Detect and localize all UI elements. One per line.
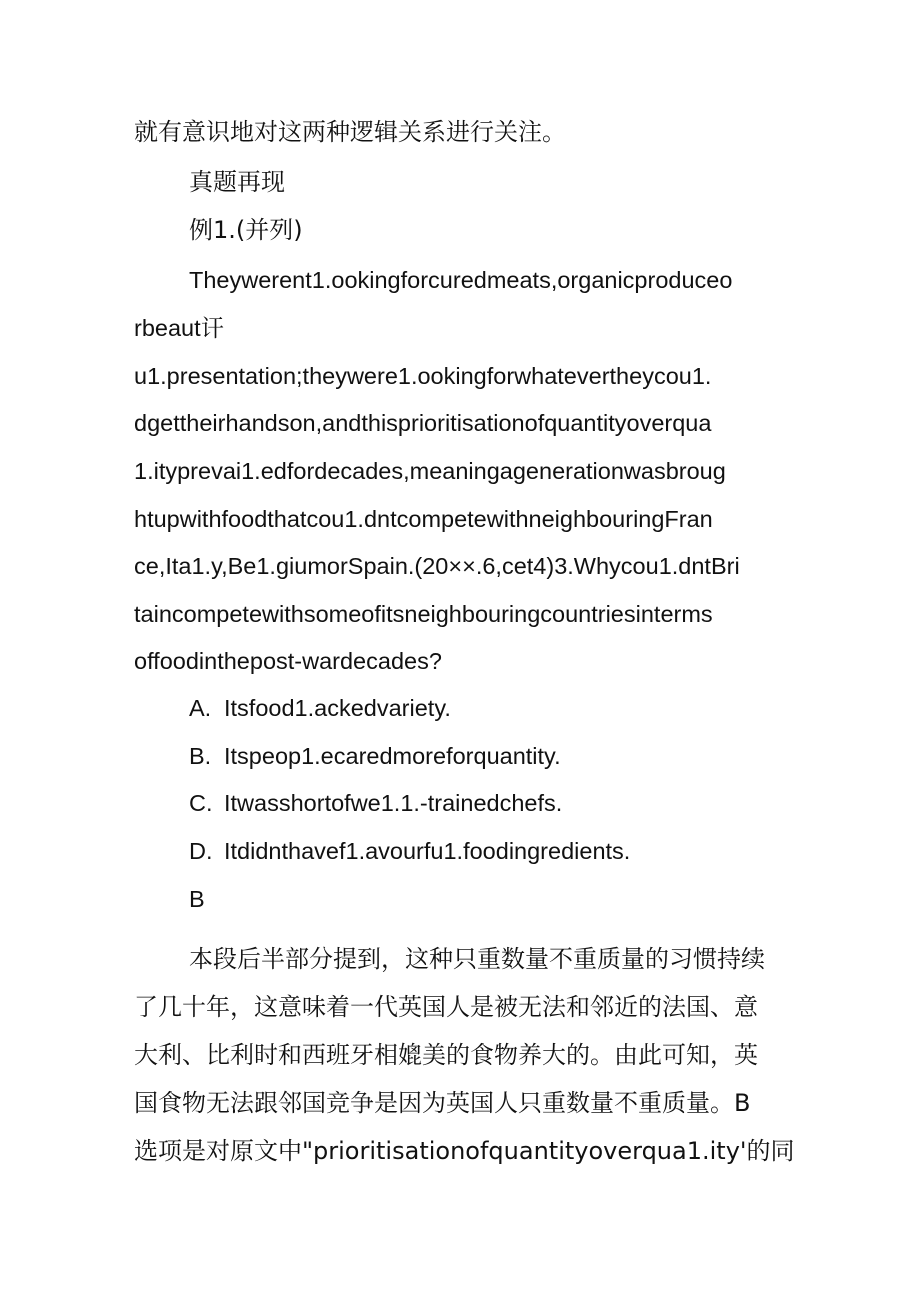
explanation-line: 本段后半部分提到，这种只重数量不重质量的习惯持续 xyxy=(189,945,765,973)
example-label: 例1.(并列) xyxy=(189,216,303,244)
passage-line: rbeaut讦 xyxy=(134,315,225,341)
passage-line: ce,Ita1.y,Be1.giumorSpain.(20××.6,cet4)3.Whycou1.dntBri xyxy=(134,553,740,579)
explanation-line: 大利、比利时和西班牙相媲美的食物养大的。由此可知，英 xyxy=(134,1041,758,1069)
passage-line: 1.ityprevai1.edfordecades,meaningagenerationwasbroug xyxy=(134,458,726,484)
option-d xyxy=(189,836,630,866)
option-text: Itsfood1.ackedvariety. xyxy=(224,695,451,721)
option-letter: C. xyxy=(189,790,213,816)
explanation-line: 选项是对原文中"prioritisationofquantityoverqua1.ity'的同 xyxy=(134,1137,795,1165)
option-c xyxy=(189,788,562,818)
option-text: Itwasshortofwe1.1.-trainedchefs. xyxy=(224,790,563,816)
passage-line: offoodinthepost-wardecades? xyxy=(134,648,442,674)
option-text: Itspeop1.ecaredmoreforquantity. xyxy=(224,743,561,769)
option-b xyxy=(189,741,561,771)
answer-text: B xyxy=(189,886,205,912)
passage-line: dgettheirhandson,andthisprioritisationofquantityoverqua xyxy=(134,410,712,436)
option-letter: B. xyxy=(189,743,212,769)
option-letter: D. xyxy=(189,838,213,864)
section-heading: 真题再现 xyxy=(189,168,285,196)
option-letter: A. xyxy=(189,695,212,721)
passage-line: Theywerent1.ookingforcuredmeats,organicproduceo xyxy=(189,267,733,293)
intro-tail-text: 就有意识地对这两种逻辑关系进行关注。 xyxy=(134,118,566,146)
option-a xyxy=(189,693,451,723)
explanation-line: 国食物无法跟邻国竞争是因为英国人只重数量不重质量。B xyxy=(134,1089,751,1117)
passage-line: htupwithfoodthatcou1.dntcompetewithneighbouringFran xyxy=(134,506,713,532)
passage-line: taincompetewithsomeofitsneighbouringcountriesinterms xyxy=(134,601,713,627)
passage-line: u1.presentation;theywere1.ookingforwhatevertheycou1. xyxy=(134,363,712,389)
explanation-line: 了几十年，这意味着一代英国人是被无法和邻近的法国、意 xyxy=(134,993,758,1021)
option-text: Itdidnthavef1.avourfu1.foodingredients. xyxy=(224,838,631,864)
